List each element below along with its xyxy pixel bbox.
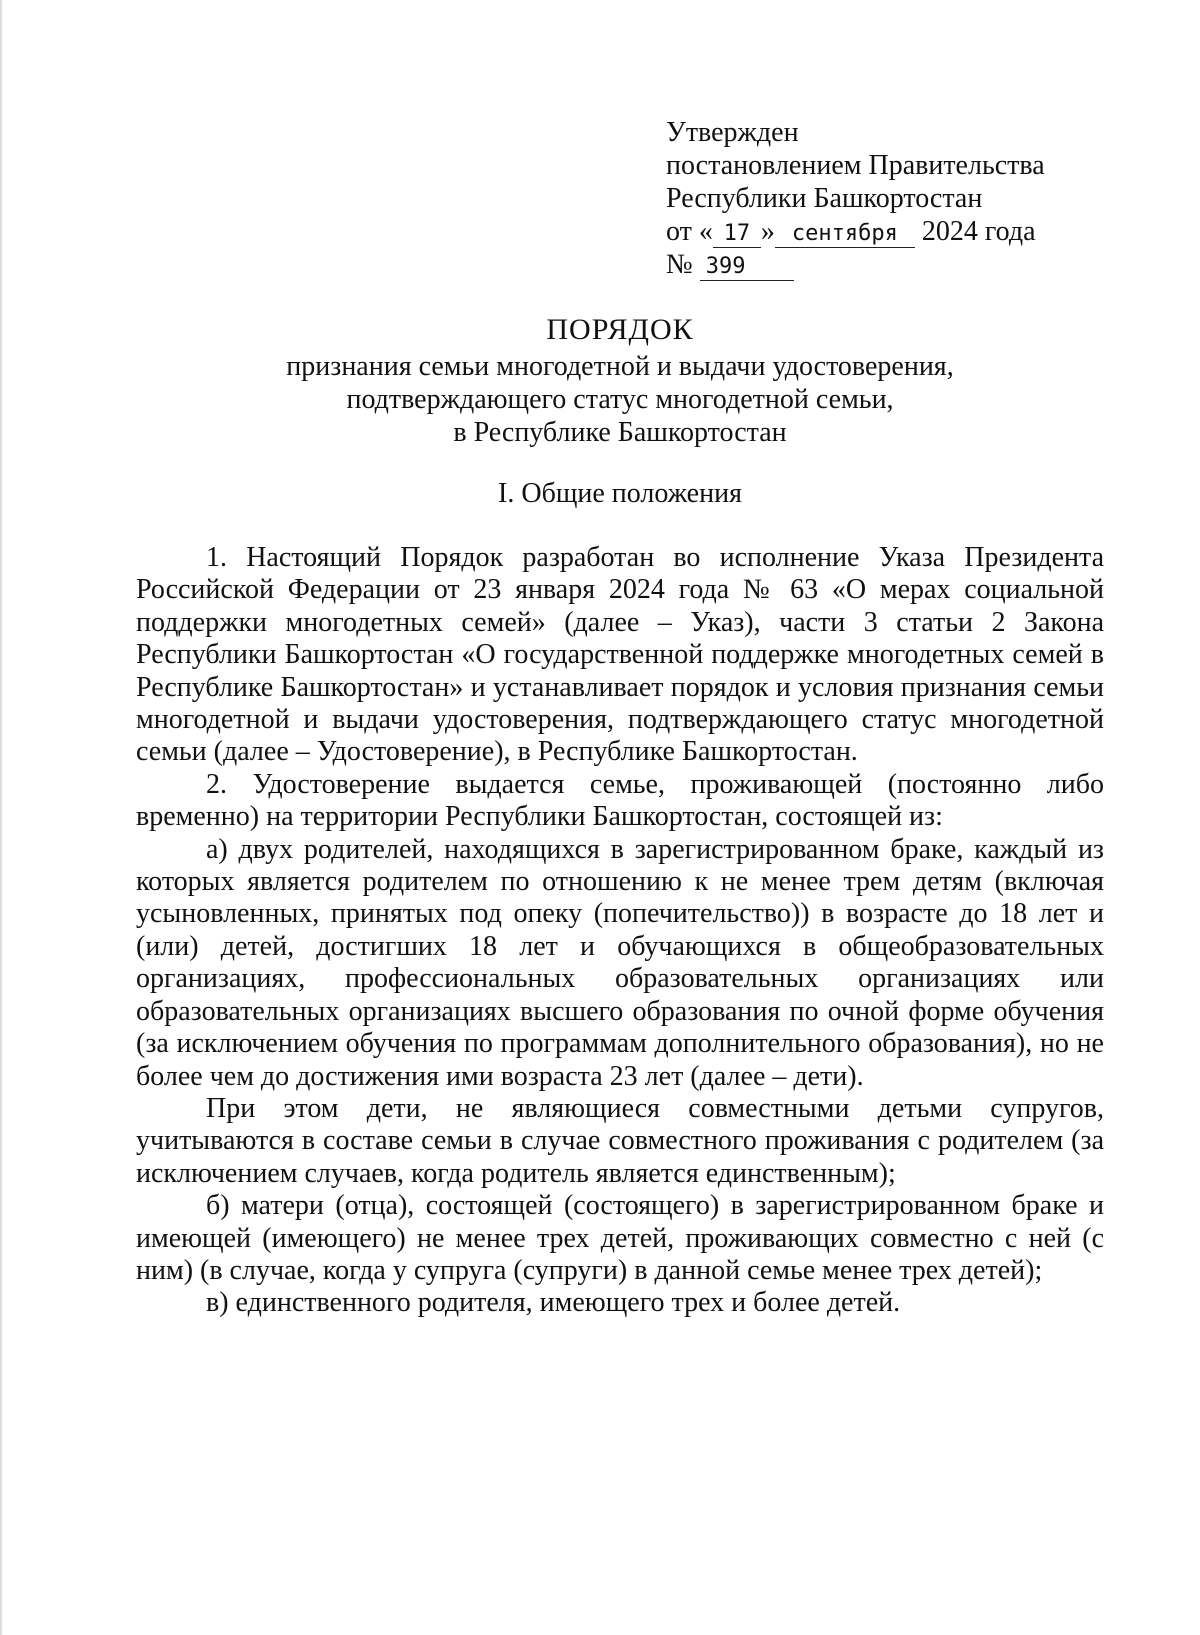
approval-number-line (666, 248, 1146, 281)
approval-line-approved: Утвержден (666, 117, 799, 148)
paragraph-1: 1. Настоящий Порядок разработан во исполнение Указа Президента Российской Федерации от 23 января 2024 года № 63 «О мерах социальной поддержки многодетных семей» (далее – Указ), части 3 статьи 2 Закона Республики Башкортостан «О государственной поддержке многодетных семей в Республике Башкортостан» и устанавливает порядок и условия признания семьи многодетной и выдачи удостоверения, подтверждающего статус многодетной семьи (далее – Удостоверение), в Республике Башкортостан. (136, 542, 1104, 768)
resolution-number: 399 (700, 254, 794, 281)
paragraph-2b: б) матери (отца), состоящей (состоящего) в зарегистрированном браке и имеющей (имеющего) не менее трех детей, проживающих совместно с ней (с ним) (в случае, когда у супруга (супруги) в данной семье менее трех детей); (136, 1190, 1104, 1286)
document-body (136, 542, 1104, 1320)
date-year: 2024 года (921, 216, 1036, 247)
approval-date-line (666, 215, 1146, 248)
page-edge (0, 0, 3, 1635)
subtitle-line-2: подтверждающего статус многодетной семьи, (346, 384, 894, 415)
number-prefix: № (666, 249, 700, 280)
date-day: 17 (713, 221, 761, 248)
date-mid: » (760, 216, 775, 247)
paragraph-2a-note: При этом дети, не являющиеся совместными детьми супругов, учитываются в составе семьи в случае совместного проживания с родителем (за исключением случаев, когда родитель является единственным); (136, 1092, 1104, 1189)
document-subtitle (140, 350, 1100, 449)
approval-stamp (666, 116, 1146, 281)
subtitle-line-3: в Республике Башкортостан (453, 417, 787, 448)
approval-line-resolution: постановлением Правительства (666, 150, 1045, 181)
paragraph-2: 2. Удостоверение выдается семье, проживающей (постоянно либо временно) на территории Республики Башкортостан, состоящей из: (136, 768, 1104, 833)
date-month: сентября (775, 221, 915, 248)
paragraph-2c: в) единственного родителя, имеющего трех и более детей. (206, 1287, 901, 1319)
section-heading: I. Общие положения (498, 478, 742, 509)
document-title: ПОРЯДОК (546, 313, 694, 346)
date-prefix: от « (666, 216, 713, 247)
paragraph-2a: а) двух родителей, находящихся в зарегистрированном браке, каждый из которых является родителем по отношению к не менее трем детям (включая усыновленных, принятых под опеку (попечительство)) в возрасте до 18 лет и (или) детей, достигших 18 лет и обучающихся в общеобразовательных организациях, профессиональных образовательных организациях или образовательных организациях высшего образования по очной форме обучения (за исключением обучения по программам дополнительного образования), но не более чем до достижения ими возраста 23 лет (далее – дети). (136, 833, 1104, 1092)
approval-line-republic: Республики Башкортостан (666, 183, 983, 214)
subtitle-line-1: признания семьи многодетной и выдачи удостоверения, (286, 351, 954, 382)
